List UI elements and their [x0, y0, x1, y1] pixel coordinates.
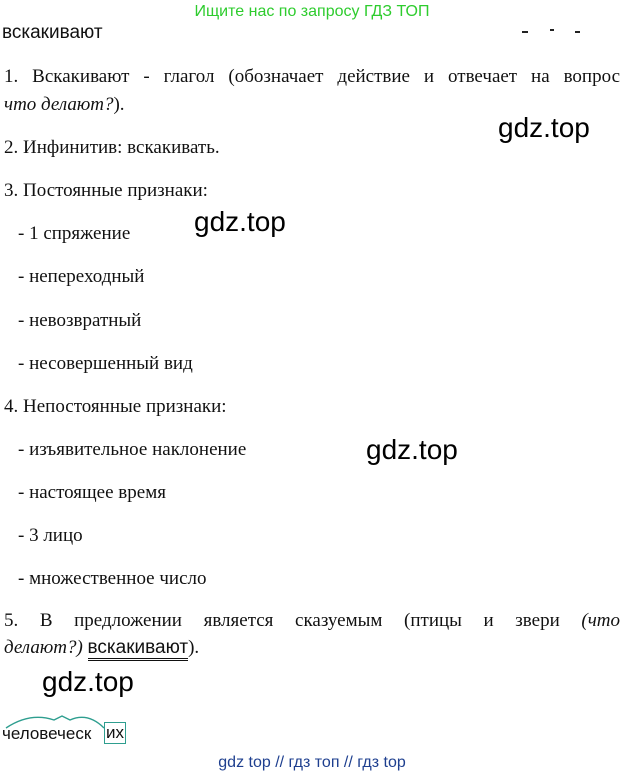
parsed-word: вскакивают: [2, 22, 103, 43]
watermark: gdz.top: [194, 206, 286, 237]
list-item: - множественное число: [18, 568, 207, 589]
list-item: - 1 спряжение: [18, 223, 131, 244]
predicate-word: вскакивают: [88, 637, 189, 661]
list-item: - несовершенный вид: [18, 353, 193, 374]
point-3: 3. Постоянные признаки:: [4, 180, 208, 201]
point-5-line-2: делают?) вскакивают).: [4, 637, 199, 659]
watermark: gdz.top: [498, 112, 590, 143]
point-4: 4. Непостоянные признаки:: [4, 396, 227, 417]
point-2: 2. Инфинитив: вскакивать.: [4, 137, 220, 158]
morpheme-marks-partial: [520, 24, 600, 36]
watermark: gdz.top: [366, 434, 458, 465]
list-item: - изъявительное наклонение: [18, 439, 247, 460]
watermark: gdz.top: [42, 666, 134, 697]
point-1-line-2: что делают?).: [4, 94, 125, 115]
point-1-line-1: 1. Вскакивают - глагол (обозначает действие и отвечает на вопрос: [4, 66, 620, 87]
footer-links: gdz top // гдз топ // гдз top: [218, 754, 406, 771]
promo-banner: Ищите нас по запросу ГДЗ ТОП: [194, 3, 430, 20]
point-5-line-1: 5. В предложении является сказуемым (птицы и звери (что: [4, 610, 620, 631]
list-item: - 3 лицо: [18, 525, 83, 546]
morpheme-analysis-word: [0, 710, 140, 750]
list-item: - настоящее время: [18, 482, 166, 503]
word-root: человеческ: [2, 724, 92, 743]
list-item: - непереходный: [18, 266, 145, 287]
list-item: - невозвратный: [18, 310, 142, 331]
word-ending: их: [106, 723, 124, 742]
